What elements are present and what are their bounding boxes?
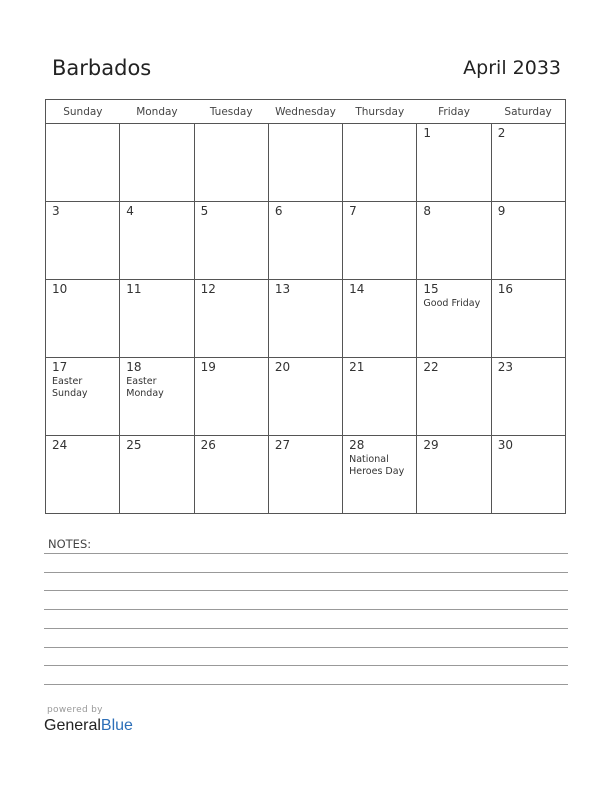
note-line [44, 572, 568, 573]
day-cell[interactable] [194, 202, 268, 280]
day-number: 5 [200, 204, 209, 218]
day-number: 20 [274, 360, 291, 374]
weekday-saturday: Saturday [491, 100, 565, 124]
day-cell[interactable] [491, 124, 565, 202]
day-number: 2 [497, 126, 506, 140]
weekday-wednesday: Wednesday [268, 100, 342, 124]
day-number: 25 [126, 438, 142, 452]
weekday-monday: Monday [120, 100, 194, 124]
day-number: 4 [126, 204, 134, 218]
week-row [46, 124, 566, 202]
day-cell[interactable] [343, 124, 417, 202]
day-cell[interactable] [343, 202, 417, 280]
note-line [44, 665, 568, 666]
day-number: 3 [52, 204, 60, 218]
day-number: 12 [200, 282, 216, 296]
weekday-tuesday: Tuesday [194, 100, 268, 124]
day-cell[interactable] [343, 436, 417, 514]
day-cell[interactable] [268, 124, 342, 202]
day-number: 14 [349, 282, 365, 296]
country-title: Barbados [52, 56, 152, 80]
day-cell[interactable] [120, 202, 194, 280]
day-cell[interactable] [417, 358, 491, 436]
month-title: April 2033 [463, 57, 561, 79]
notes-label: NOTES: [48, 537, 92, 551]
day-number: 7 [349, 204, 357, 218]
weekday-header-row [46, 100, 566, 124]
day-number: 8 [423, 204, 432, 218]
day-number: 15 [423, 282, 439, 296]
holiday-label: National Heroes Day [349, 454, 405, 477]
week-row [46, 358, 566, 436]
day-cell[interactable] [491, 202, 565, 280]
day-cell[interactable] [194, 436, 268, 514]
day-cell[interactable] [46, 124, 120, 202]
day-cell[interactable] [120, 280, 194, 358]
day-number: 19 [200, 360, 216, 374]
day-cell[interactable] [417, 436, 491, 514]
logo-general-text: General [44, 717, 101, 734]
day-number: 6 [274, 204, 283, 218]
day-number: 17 [52, 360, 68, 374]
day-number: 22 [423, 360, 439, 374]
day-cell[interactable] [46, 436, 120, 514]
holiday-label: Easter Sunday [52, 376, 88, 399]
day-number: 23 [497, 360, 513, 374]
day-cell[interactable] [268, 280, 342, 358]
weekday-friday: Friday [417, 100, 491, 124]
week-row [46, 436, 566, 514]
day-cell[interactable] [417, 280, 491, 358]
day-cell[interactable] [491, 436, 565, 514]
day-number: 18 [126, 360, 142, 374]
day-cell[interactable] [120, 436, 194, 514]
holiday-label: Easter Monday [126, 376, 164, 399]
note-line [44, 684, 568, 685]
day-cell[interactable] [46, 280, 120, 358]
powered-by-text: powered by [47, 705, 103, 715]
day-cell[interactable] [46, 358, 120, 436]
note-line [44, 628, 568, 629]
day-number: 11 [126, 282, 142, 296]
calendar-grid [45, 99, 566, 514]
day-cell[interactable] [120, 124, 194, 202]
day-number: 29 [423, 438, 439, 452]
day-number: 16 [497, 282, 513, 296]
week-row [46, 202, 566, 280]
day-cell[interactable] [268, 202, 342, 280]
day-cell[interactable] [268, 358, 342, 436]
day-number: 28 [349, 438, 365, 452]
note-line [44, 609, 568, 610]
day-cell[interactable] [194, 280, 268, 358]
note-line [44, 553, 568, 554]
day-cell[interactable] [343, 280, 417, 358]
day-cell[interactable] [491, 358, 565, 436]
day-cell[interactable] [120, 358, 194, 436]
generalblue-logo[interactable] [44, 717, 133, 735]
week-row [46, 280, 566, 358]
day-number: 13 [274, 282, 291, 296]
day-number: 27 [274, 438, 291, 452]
day-number: 9 [497, 204, 506, 218]
day-cell[interactable] [268, 436, 342, 514]
day-cell[interactable] [194, 124, 268, 202]
day-number: 24 [52, 438, 68, 452]
day-number: 1 [423, 126, 432, 140]
day-number: 26 [200, 438, 216, 452]
day-number: 21 [349, 360, 365, 374]
note-line [44, 647, 568, 648]
weekday-thursday: Thursday [343, 100, 417, 124]
day-cell[interactable] [194, 358, 268, 436]
day-cell[interactable] [343, 358, 417, 436]
day-cell[interactable] [417, 124, 491, 202]
weekday-sunday: Sunday [46, 100, 120, 124]
day-cell[interactable] [491, 280, 565, 358]
day-number: 30 [497, 438, 513, 452]
holiday-label: Good Friday [423, 298, 481, 309]
logo-blue-text: Blue [100, 717, 133, 734]
day-cell[interactable] [417, 202, 491, 280]
day-cell[interactable] [46, 202, 120, 280]
note-line [44, 590, 568, 591]
day-number: 10 [52, 282, 68, 296]
